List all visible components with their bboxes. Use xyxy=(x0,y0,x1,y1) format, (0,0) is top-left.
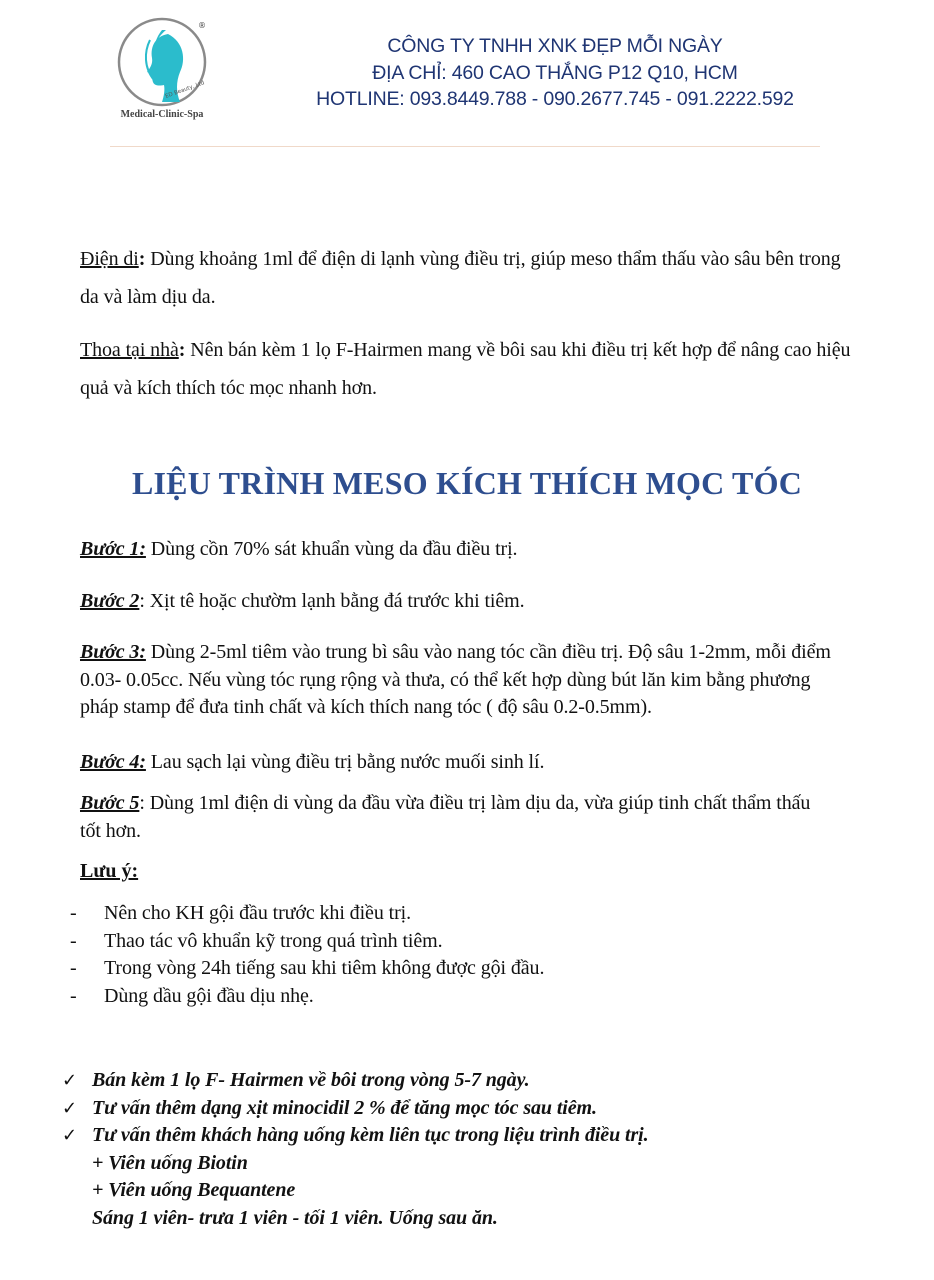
step-text: Lau sạch lại vùng điều trị bằng nước muối sinh lí. xyxy=(145,751,545,773)
company-hotline: HOTLINE: 093.8449.788 - 090.2677.745 - 091.2222.592 xyxy=(316,88,794,110)
step-3 xyxy=(80,639,845,722)
svg-text:®: ® xyxy=(198,21,206,30)
step-text: Dùng cồn 70% sát khuẩn vùng da đầu điều trị. xyxy=(145,538,518,560)
list-item: ✓ Tư vấn thêm dạng xịt minocidil 2 % để tăng mọc tóc sau tiêm. xyxy=(62,1095,882,1123)
company-name: CÔNG TY TNHH XNK ĐẸP MỖI NGÀY xyxy=(387,35,723,57)
checkmark-icon: ✓ xyxy=(62,1125,77,1146)
dosage-instruction: Sáng 1 viên- trưa 1 viên - tối 1 viên. Uống sau ăn. xyxy=(92,1206,498,1229)
paragraph-thoa-tai-nha: Thoa tại nhà: Nên bán kèm 1 lọ F-Hairmen mang về bôi sau khi điều trị kết hợp để nâng cao hiệu quả và kích thích tóc mọc nhanh hơn. xyxy=(80,339,851,399)
header-divider xyxy=(110,146,820,147)
list-item: ✓ Bán kèm 1 lọ F- Hairmen về bôi trong vòng 5-7 ngày. xyxy=(62,1067,882,1095)
step-5 xyxy=(80,790,825,845)
company-info xyxy=(290,33,820,113)
list-item: - Dùng dầu gội đầu dịu nhẹ. xyxy=(70,984,314,1007)
step-2 xyxy=(80,588,860,616)
list-item: - Nên cho KH gội đầu trước khi điều trị. xyxy=(70,902,411,924)
list-item: - Thao tác vô khuẩn kỹ trong quá trình tiêm. xyxy=(70,929,443,952)
note-list xyxy=(70,900,544,1010)
step-label: Bước 4: xyxy=(80,751,146,773)
list-item: ✓ Tư vấn thêm khách hàng uống kèm liên tục trong liệu trình điều trị. xyxy=(62,1122,882,1150)
svg-text:ED Beauty, Ltd: ED Beauty, Ltd xyxy=(164,80,206,100)
list-item: - Trong vòng 24h tiếng sau khi tiêm không được gội đầu. xyxy=(70,957,545,979)
step-label: Bước 5 xyxy=(80,792,140,814)
checkmark-icon: ✓ xyxy=(62,1070,77,1091)
step-label: Bước 3: xyxy=(80,641,146,663)
step-text: Dùng 2-5ml tiêm vào trung bì sâu vào nang tóc cần điều trị. Độ sâu 1-2mm, mỗi điểm 0.03- 0.05cc. Nếu vùng tóc rụng rộng và thưa, có thể kết hợp dùng bút lăn kim bằng phương pháp stamp để đưa tinh chất và kích thích nang tóc ( độ sâu 0.2-0.5mm). xyxy=(80,641,831,718)
dien-di-text: Dùng khoảng 1ml để điện di lạnh vùng điều trị, giúp meso thẩm thấu vào sâu bên trong da và làm dịu da. xyxy=(80,248,841,308)
logo-caption: Medical-Clinic-Spa xyxy=(120,109,204,120)
step-text: : Dùng 1ml điện di vùng da đầu vừa điều trị làm dịu da, vừa giúp tinh chất thẩm thấu tốt hơn. xyxy=(80,792,811,842)
checkmark-icon: ✓ xyxy=(62,1097,77,1119)
paragraph-dien-di: Điện di: Dùng khoảng 1ml để điện di lạnh vùng điều trị, giúp meso thẩm thấu vào sâu bên trong da và làm dịu da. xyxy=(80,248,841,308)
thoa-tai-nha-label: Thoa tại nhà xyxy=(80,339,179,361)
step-4 xyxy=(80,749,860,777)
page-title: LIỆU TRÌNH MESO KÍCH THÍCH MỌC TÓC xyxy=(131,465,803,501)
step-text: : Xịt tê hoặc chườm lạnh bằng đá trước khi tiêm. xyxy=(139,590,525,612)
step-label: Bước 1: xyxy=(80,538,146,560)
thoa-tai-nha-text: Nên bán kèm 1 lọ F-Hairmen mang về bôi sau khi điều trị kết hợp để nâng cao hiệu quả và kích thích tóc mọc nhanh hơn. xyxy=(80,339,851,399)
dien-di-label: Điện di xyxy=(80,248,139,270)
sub-item-biotin: + Viên uống Biotin xyxy=(92,1151,248,1174)
sub-item-bequantene: + Viên uống Bequantene xyxy=(92,1179,296,1201)
note-title: Lưu ý: xyxy=(80,860,139,882)
step-label: Bước 2 xyxy=(80,590,140,612)
step-1 xyxy=(80,536,860,564)
recommendation-list xyxy=(62,1067,882,1232)
company-address: ĐỊA CHỈ: 460 CAO THẮNG P12 Q10, HCM xyxy=(372,61,738,84)
